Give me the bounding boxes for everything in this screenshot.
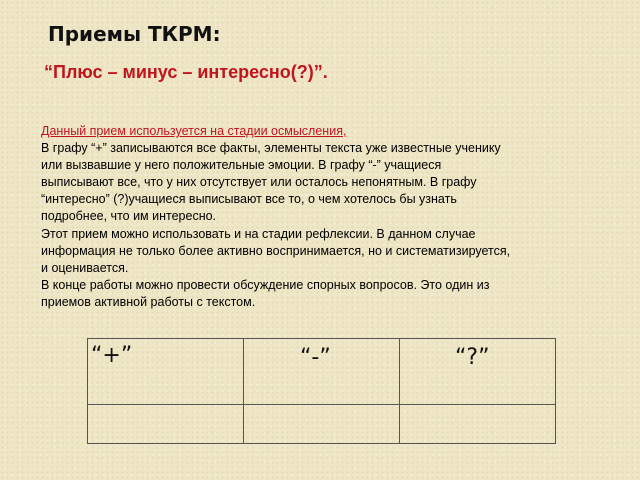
minus-empty-cell — [244, 405, 400, 444]
slide-title: Приемы ТКРМ: — [48, 22, 221, 46]
body-text — [41, 123, 601, 311]
table-row — [88, 405, 556, 444]
slide-subtitle: “Плюс – минус – интересно(?)”. — [44, 62, 328, 82]
plus-empty-cell — [88, 405, 244, 444]
pmi-table — [87, 338, 556, 444]
plus-header-cell — [88, 339, 244, 405]
body-line: Этот прием можно использовать и на стадии рефлексии. В данном случае — [41, 226, 476, 241]
question-header: “?” — [455, 345, 490, 370]
body-line: приемов активной работы с текстом. — [41, 294, 256, 309]
minus-header-cell — [244, 339, 400, 405]
body-line: подробнее, что им интересно. — [41, 209, 217, 224]
minus-header: “-” — [300, 345, 331, 370]
body-line: информация не только более активно воспринимается, но и систематизируется, — [41, 243, 511, 258]
question-header-cell — [400, 339, 556, 405]
body-line: выписывают все, что у них отсутствует или осталось непонятным. В графу — [41, 175, 477, 190]
body-line: и оценивается. — [41, 260, 129, 275]
body-line: или вызвавшие у него положительные эмоции. В графу “-” учащиеся — [41, 158, 442, 173]
body-line: В конце работы можно провести обсуждение спорных вопросов. Это один из — [41, 277, 490, 292]
plus-header: “+” — [91, 343, 133, 368]
question-empty-cell — [400, 405, 556, 444]
body-line: “интересно” (?)учащиеся выписывают все то, о чем хотелось бы узнать — [41, 192, 457, 207]
body-line: В графу “+” записываются все факты, элементы текста уже известные ученику — [41, 141, 501, 156]
lead-sentence: Данный прием используется на стадии осмысления, — [41, 124, 347, 138]
table-header-row — [88, 339, 556, 405]
